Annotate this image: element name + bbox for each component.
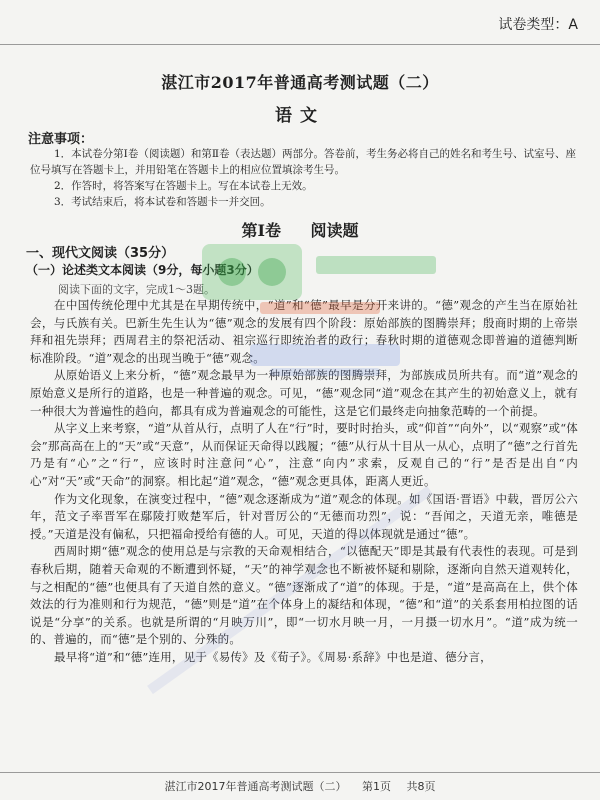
footer-rule (0, 772, 600, 773)
section-title (0, 218, 600, 241)
passage-paragraph: 最早将“道”和“德”连用，见于《易传》及《荀子》。《周易·系辞》中也是道、德分言， (54, 649, 492, 664)
passage-paragraph: 在中国传统伦理中尤其是在早期传统中，“道”和“德”最早是分开来讲的。“德”观念的产生当在原始社会，与氏族有关。巴新生先生认为“德”观念的发展有四个阶段：原始部族的图腾崇拜；殷商时期的上帝崇拜和祖先崇拜；西周君主的祭祀活动、祖宗巡行即统治者的政行；春秋时期的道德观念即普遍的道德判断标准阶段。“道”观念的出现当晚于“德”观念。 (30, 298, 578, 365)
passage-paragraph: 作为文化现象，在演变过程中，“德”观念逐渐成为“道”观念的体现。如《国语·晋语》中载，晋厉公六年，范文子率晋军在鄢陵打败楚军后，针对晋厉公的“无德而功烈”，说：“吾闻之，天道无亲，唯德是授。”天道是没有偏私，只把福命授给有德的人。可见，天道的得以体现就是通过“德”。 (30, 491, 578, 541)
passage-paragraph: 西周时期“德”观念的使用总是与宗教的天命观相结合，“以德配天”即是其最有代表性的表现。可是到春秋后期，随着天命观的不断遭到怀疑，“天”的神学观念也不断被怀疑和剔除，逐渐向自然天道观转化，与之相配的“德”也便具有了天道自然的意义。“德”逐渐成了“道”的体现。于是，“道”是高高在上，供个体效法的行为准则和行为规范，“德”则是“道”在个体身上的凝结和体现，“德”和“道”的关系套用柏拉图的话说是“分享”的关系。也就是所谓的“月映万川”，即“一切水月映一月，一月摄一切水月”。“道”成为统一的、普遍的，而“德”是个别的、分殊的。 (30, 544, 578, 647)
note-item: 2．作答时，将答案写在答题卡上。写在本试卷上无效。 (54, 180, 313, 192)
section-name: 阅读题 (310, 221, 359, 240)
note-item: 3．考试结束后，将本试卷和答题卡一并交回。 (54, 196, 271, 208)
header-rule (0, 44, 600, 45)
passage-paragraph: 从原始语义上来分析，“德”观念最早为一种原始部族的图腾崇拜，为部族成员所共有。而“道”观念的原始意义是所行的道路，也是一种普遍的观念。可见，“德”观念同“道”观念在其产生的初始意义上，就有一种很大为普遍性的趋向，都具有成为普遍观念的可能性，这是它们最终走向抽象范畴的一个前提。 (30, 368, 578, 418)
exam-subject: 语文 (275, 106, 325, 126)
section-part: 第Ⅰ卷 (241, 221, 281, 240)
passage-paragraph: 从字义上来考察，“道”从首从行，点明了人在“行”时，要时时抬头，或“仰首”“向外”，以“观察”或“体会”那高高在上的“天”或“天意”，从而保证天命得以践履；“德”从行从十目从一从心，点明了“德”之行首先乃是有“心”之“行”，应该时时注意问“心”，注意“向内”求索，反观自己的“行”是否是出自“内心”对“天”或“天命”的洞察。相比起“道”观念，“德”观念更具体，距离人更近。 (30, 421, 578, 488)
question-heading: 一、现代文阅读（35分） (26, 246, 175, 261)
passage (30, 297, 578, 666)
footer-exam-name: 湛江市2017年普通高考测试题（二） (164, 780, 347, 793)
footer-page-number: 第1页 (362, 780, 391, 793)
question-instruction: 阅读下面的文字，完成1～3题。 (58, 283, 215, 296)
exam-title: 湛江市2017年普通高考测试题（二） (161, 73, 439, 92)
question-subheading: （一）论述类文本阅读（9分，每小题3分） (26, 263, 259, 277)
note-item: 1．本试卷分第Ⅰ卷（阅读题）和第Ⅱ卷（表达题）两部分。答卷前，考生务必将自己的姓名和考生号、试室号、座位号填写在答题卡上，并用铅笔在答题卡上的相应位置填涂考生号。 (30, 148, 576, 176)
footer-total-pages: 共8页 (406, 780, 436, 793)
page-footer (0, 778, 600, 794)
paper-type-label: 试卷类型：A (498, 17, 578, 33)
notes-title: 注意事项： (28, 132, 94, 147)
notes-list (30, 146, 578, 210)
